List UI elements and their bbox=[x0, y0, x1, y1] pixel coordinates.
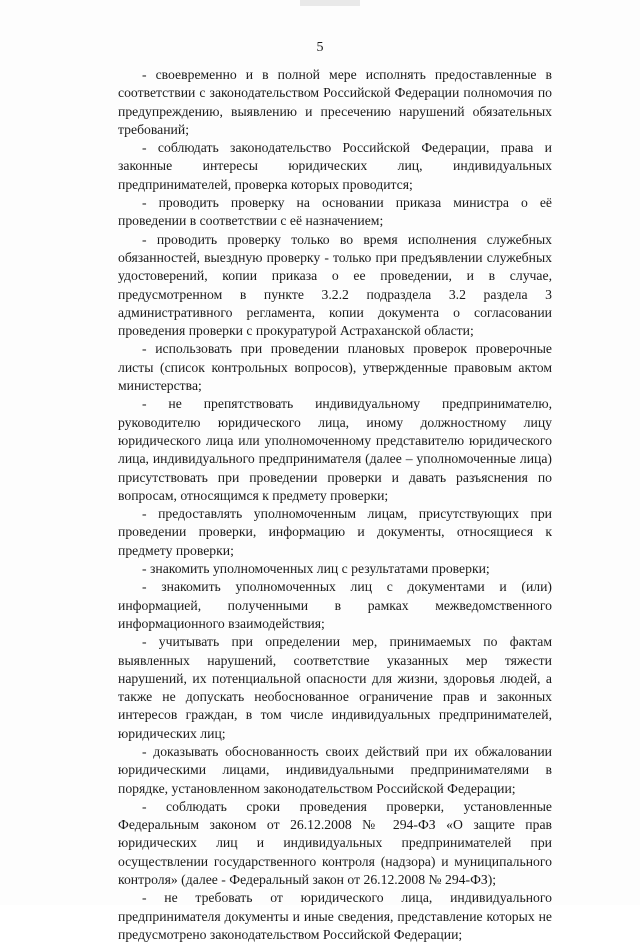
paragraph: - предоставлять уполномоченным лицам, присутствующих при проведении проверки, информацию и документы, относящиеся к предмету проверки; bbox=[118, 506, 552, 558]
page-number: 5 bbox=[316, 40, 324, 55]
paragraph: - учитывать при определении мер, принимаемых по фактам выявленных нарушений, соответствие указанных мер тяжести нарушений, их потенциальной опасности для жизни, здоровья людей, а также не допускать необоснованное ограничение прав и законных интересов граждан, в том числе индивидуальных предпринимателей, юридических лиц; bbox=[118, 634, 552, 741]
paragraph: - проводить проверку только во время исполнения служебных обязанностей, выездную проверку - только при предъявлении служебных удостоверений, копии приказа о ее проведении, и в случае, предусмотренном в пункте 3.2.2 подраздела 3.2 раздела 3 административного регламента, копии документа о согласовании проведения проверки с прокуратурой Астраханской области; bbox=[118, 231, 552, 339]
paragraph: - не требовать от юридического лица, индивидуального предпринимателя документы и иные сведения, представление которых не предусмотрено законодательством Российской Федерации; bbox=[118, 890, 552, 942]
paragraph: - знакомить уполномоченных лиц с документами и (или) информацией, полученными в рамках межведомственного информационного взаимодействия; bbox=[118, 579, 552, 631]
paragraph: - доказывать обоснованность своих действий при их обжаловании юридическими лицами, индивидуальными предпринимателями в порядке, установленном законодательством Российской Федерации; bbox=[118, 743, 552, 796]
document-body bbox=[118, 66, 552, 944]
scan-artifact bbox=[300, 0, 360, 6]
paragraph: - знакомить уполномоченных лиц с результатами проверки; bbox=[142, 561, 490, 577]
paragraph: - соблюдать сроки проведения проверки, установленные Федеральным законом от 26.12.2008 № 294-ФЗ «О защите прав юридических лиц и индивидуальных предпринимателей при осуществлении государственного контроля (надзора) и муниципального контроля» (далее - Федеральный закон от 26.12.2008 № 294-ФЗ); bbox=[118, 798, 552, 888]
paragraph: - не препятствовать индивидуальному предпринимателю, руководителю юридического лица, иному должностному лицу юридического лица или уполномоченному представителю юридического лица, индивидуального предпринимателя (далее – уполномоченные лица) присутствовать при проведении проверки и давать разъяснения по вопросам, относящимся к предмету проверки; bbox=[118, 396, 552, 503]
paragraph: - проводить проверку на основании приказа министра о её проведении в соответствии с её назначением; bbox=[118, 195, 552, 229]
paragraph: - соблюдать законодательство Российской Федерации, права и законные интересы юридических лиц, индивидуальных предпринимателей, проверка которых проводится; bbox=[118, 140, 552, 192]
paragraph: - использовать при проведении плановых проверок проверочные листы (список контрольных вопросов), утвержденные правовым актом министерства; bbox=[118, 341, 552, 394]
paragraph: - своевременно и в полной мере исполнять предоставленные в соответствии с законодательством Российской Федерации полномочия по предупреждению, выявлению и пресечению нарушений обязательных требований; bbox=[118, 67, 552, 137]
